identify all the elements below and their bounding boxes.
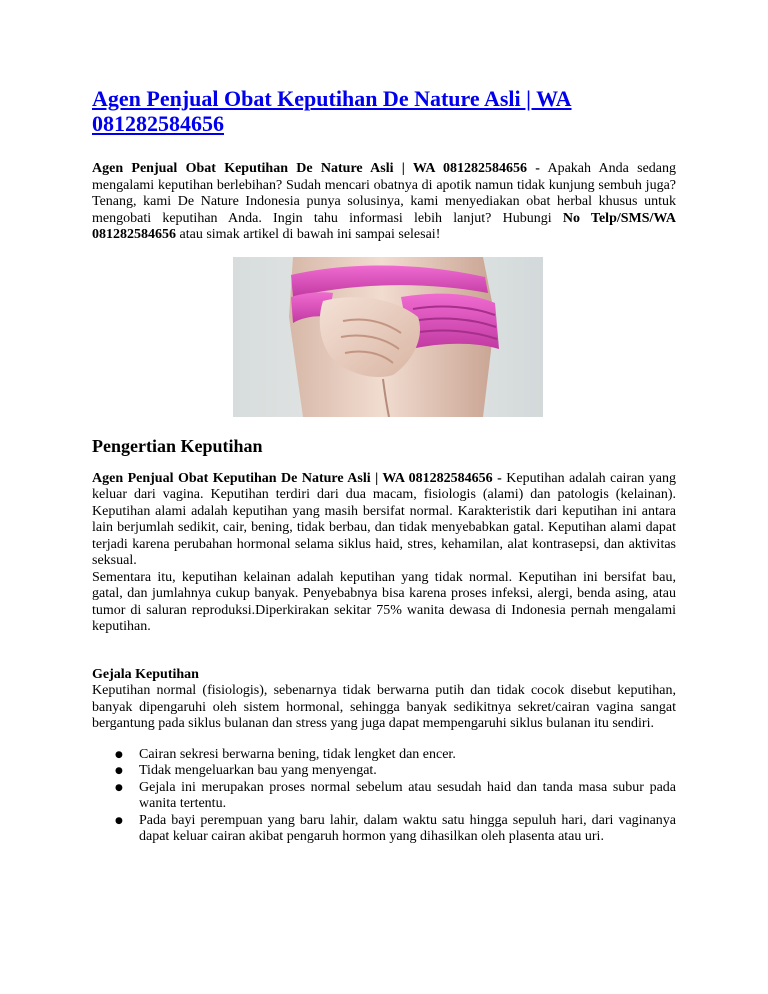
document-page bbox=[92, 86, 676, 846]
intro-text-1: Apakah Anda sedang mengalami keputihan berlebihan? Sudah mencari obatnya di apotik namun tidak kunjung sembuh juga? Tenang, kami De Nature Indonesia punya solusinya, kami menyediakan obat herbal khusus untuk mengobati keputihan Anda. Ingin tahu informasi lebih lanjut? Hubungi bbox=[92, 161, 676, 226]
bullet-icon: ● bbox=[115, 766, 123, 776]
pengertian-lead: Agen Penjual Obat Keputihan De Nature Asli | WA 081282584656 - bbox=[92, 470, 502, 486]
list-item: ● Pada bayi perempuan yang baru lahir, dalam waktu satu hingga sepuluh hari, dari vaginanya dapat keluar cairan akibat pengaruh hormon yang dihasilkan oleh plasenta atau uri. bbox=[115, 812, 676, 844]
section-heading-pengertian: Pengertian Keputihan bbox=[92, 435, 263, 456]
page-title bbox=[92, 86, 676, 136]
intro-text-2: atau simak artikel di bawah ini sampai selesai! bbox=[176, 227, 441, 242]
bullet-icon: ● bbox=[115, 782, 123, 793]
intro-contact: No Telp/SMS/WA 081282584656 bbox=[92, 210, 676, 242]
gejala-list bbox=[92, 747, 676, 846]
gejala-text: Keputihan normal (fisiologis), sebenarnya tidak berwarna putih dan tidak cocok disebut keputihan, banyak dipengaruhi oleh sistem hormonal, sehingga banyak sedikitnya sekret/cairan vagina sangat bergantung pada siklus bulanan dan stress yang juga dapat mempengaruhi siklus bulanan itu sendiri. bbox=[92, 683, 676, 731]
gejala-paragraph bbox=[92, 667, 676, 733]
list-item: ● Cairan sekresi berwarna bening, tidak lengket dan encer. bbox=[115, 746, 456, 762]
title-link[interactable]: Agen Penjual Obat Keputihan De Nature Asli | WA 081282584656 bbox=[92, 86, 572, 136]
list-item: ● Gejala ini merupakan proses normal sebelum atau sesudah haid dan tanda masa subur pada wanita tertentu. bbox=[115, 779, 676, 811]
bullet-icon: ● bbox=[115, 815, 123, 826]
list-item: ● Tidak mengeluarkan bau yang menyengat. bbox=[115, 763, 377, 778]
intro-lead: Agen Penjual Obat Keputihan De Nature Asli | WA 081282584656 - bbox=[92, 161, 540, 176]
gejala-heading: Gejala Keputihan bbox=[92, 666, 199, 682]
bullet-icon: ● bbox=[115, 749, 123, 760]
pengertian-text-1: Keputihan adalah cairan yang keluar dari vagina. Keputihan terdiri dari dua macam, fisiologis (alami) dan patologis (kelainan). Keputihan alami adalah keputihan yang masih bersifat normal. Karakteristik dari keputihan ini antara lain berjumlah sedikit, cair, bening, tidak berbau, dan tidak menyebabkan gatal. Keputihan alami dapat terjadi karena perubahan hormonal selama siklus haid, stres, kehamilan, alat kontrasepsi, dan aktivitas seksual. bbox=[92, 470, 676, 568]
intro-paragraph bbox=[92, 161, 676, 244]
pengertian-text-2: Sementara itu, keputihan kelainan adalah keputihan yang tidak normal. Keputihan ini bersifat bau, gatal, dan jumlahnya cukup banyak. Penyebabnya bisa karena proses infeksi, alergi, benda asing, atau tumor di saluran reproduksi.Diperkirakan sekitar 75% wanita dewasa di Indonesia pernah mengalami keputihan. bbox=[92, 569, 676, 634]
pengertian-paragraph bbox=[92, 471, 676, 636]
article-hero-image bbox=[233, 257, 543, 417]
